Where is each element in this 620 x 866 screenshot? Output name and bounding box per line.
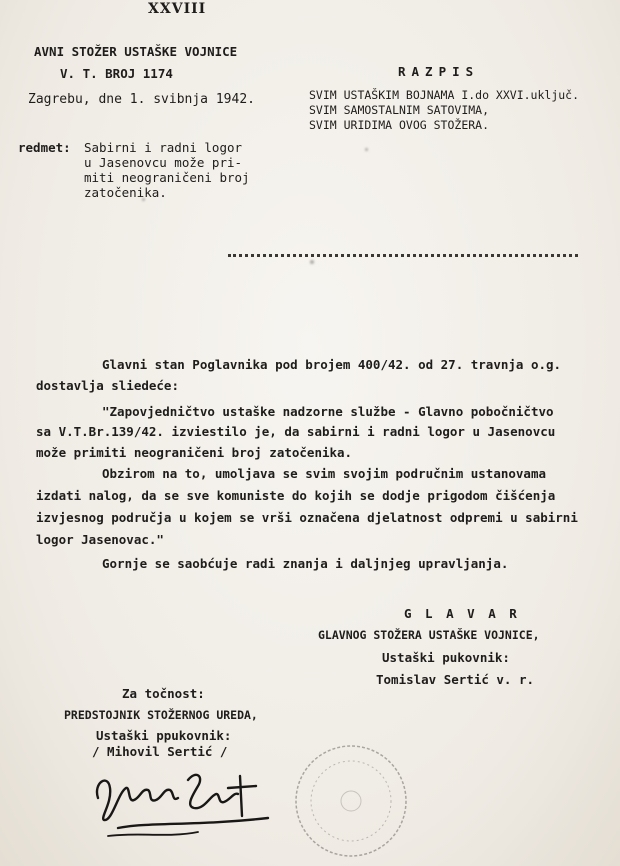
- dotted-separator: [228, 254, 578, 257]
- body-line: izvjesnog područja u kojem se vrši označena djelatnost odpremi u sabirni: [36, 510, 578, 525]
- signer-office: GLAVNOG STOŽERA USTAŠKE VOJNICE,: [318, 628, 540, 642]
- place-date: Zagrebu, dne 1. svibnja 1942.: [28, 92, 255, 107]
- scan-speck: [310, 260, 314, 264]
- body-line: dostavlja sliedeće:: [36, 378, 179, 393]
- signer-title: G L A V A R: [404, 606, 520, 621]
- body-line: Glavni stan Poglavnika pod brojem 400/42. od 27. travnja o.g.: [102, 357, 562, 372]
- body-line: sa V.T.Br.139/42. izviestilo je, da sabirni i radni logor u Jasenovcu: [36, 424, 556, 439]
- addressee-line: SVIM URIDIMA OVOG STOŽERA.: [309, 118, 490, 132]
- body-line: može primiti neograničeni broj zatočenika.: [36, 445, 353, 460]
- archive-mark: XXVIII: [148, 1, 207, 17]
- subject-line: u Jasenovcu može pri-: [84, 155, 243, 170]
- round-stamp: [292, 742, 410, 860]
- issuer-line: AVNI STOŽER USTAŠKE VOJNICE: [34, 44, 238, 59]
- subject-line: zatočenika.: [84, 185, 167, 200]
- addressee-line: SVIM SAMOSTALNIM SATOVIMA,: [309, 103, 490, 117]
- signer-rank: Ustaški pukovnik:: [382, 650, 510, 665]
- handwritten-signature: [78, 758, 278, 848]
- subject-label: redmet:: [18, 140, 71, 155]
- body-line: Obzirom na to, umoljava se svim svojim područnim ustanovama: [102, 466, 547, 481]
- body-line: Gornje se saobćuje radi znanja i daljnjeg upravljanja.: [102, 556, 509, 571]
- body-line: "Zapovjedničtvo ustaške nadzorne službe - Glavno pobočničtvo: [102, 404, 554, 419]
- reference-number: V. T. BROJ 1174: [60, 66, 173, 81]
- addressee-line: SVIM USTAŠKIM BOJNAMA I.do XXVI.uključ.: [309, 88, 580, 102]
- scan-speck: [365, 148, 368, 151]
- body-line: izdati nalog, da se sve komuniste do kojih se dodje prigodom čišćenja: [36, 488, 556, 503]
- certification-label: Za točnost:: [122, 686, 205, 701]
- certifier-office: PREDSTOJNIK STOŽERNOG UREDA,: [64, 708, 258, 722]
- body-line: logor Jasenovac.": [36, 532, 164, 547]
- signer-name: Tomislav Sertić v. r.: [376, 672, 535, 687]
- certifier-name: / Mihovil Sertić /: [92, 744, 228, 759]
- subject-line: miti neograničeni broj: [84, 170, 250, 185]
- subject-line: Sabirni i radni logor: [84, 140, 243, 155]
- certifier-rank: Ustaški ppukovnik:: [96, 728, 232, 743]
- circular-title: RAZPIS: [398, 64, 480, 79]
